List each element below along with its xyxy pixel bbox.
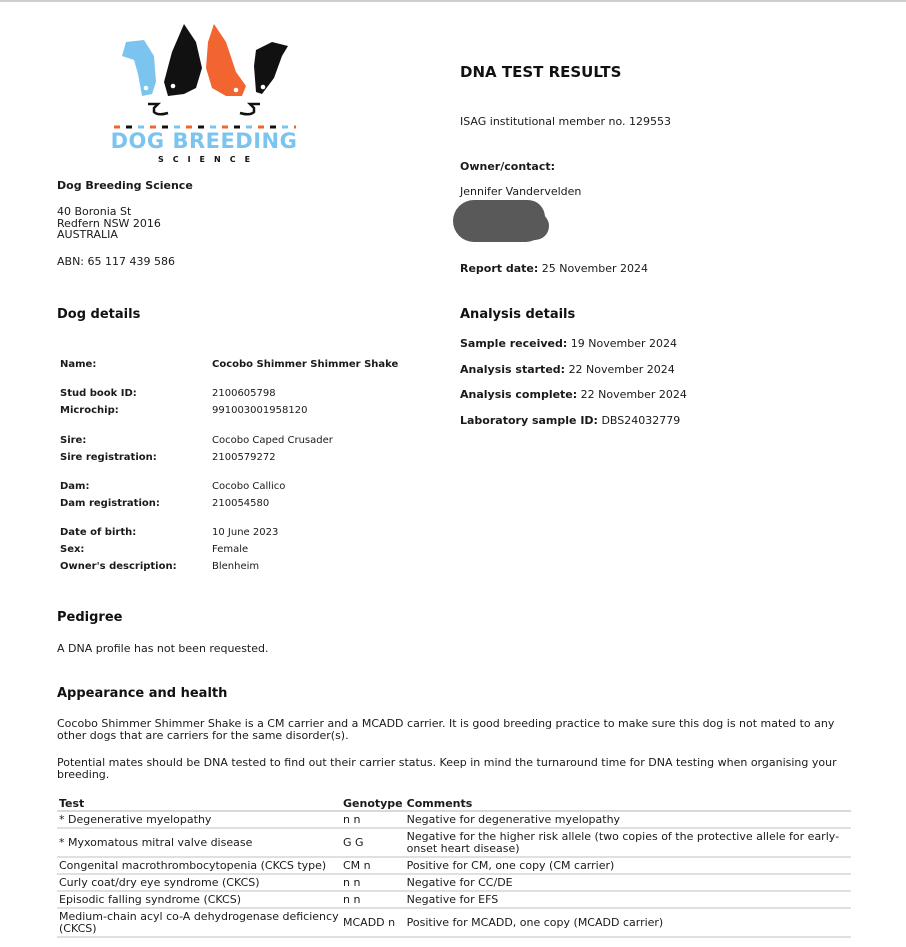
detail-value: Cocobo Shimmer Shimmer Shake <box>212 359 399 370</box>
detail-label: Microchip: <box>60 405 119 416</box>
cell-genotype: G G <box>341 828 405 857</box>
detail-label: Date of birth: <box>60 527 137 538</box>
paragraph-line: Potential mates should be DNA tested to find out their carrier status. Keep in mind the turnaround time for DNA testing when organising your <box>57 756 837 769</box>
appearance-health-heading: Appearance and health <box>57 686 228 701</box>
analysis-value: 19 November 2024 <box>570 337 678 350</box>
cell-genotype: CM n <box>341 857 405 874</box>
cell-comment: Negative for CC/DE <box>405 874 851 891</box>
cell-genotype: MCADD n <box>341 908 405 937</box>
detail-label: Sire registration: <box>60 452 157 463</box>
cell-test: Curly coat/dry eye syndrome (CKCS) <box>57 874 341 891</box>
dog-detail-row <box>60 561 420 573</box>
company-address <box>57 206 397 241</box>
report-date-label: Report date: <box>460 262 539 275</box>
dog-details-heading: Dog details <box>57 307 141 322</box>
dog-detail-row <box>60 359 420 371</box>
analysis-label: Sample received: <box>460 337 568 350</box>
company-abn: ABN: 65 117 439 586 <box>57 254 175 268</box>
analysis-row <box>460 414 860 440</box>
detail-value: 2100605798 <box>212 388 276 399</box>
dog-heads-logo-icon <box>56 12 352 130</box>
company-info <box>57 179 397 269</box>
detail-value: Cocobo Callico <box>212 481 286 492</box>
paragraph-line: other dogs that are carriers for the same disorder(s). <box>57 728 349 742</box>
table-header-row <box>57 796 851 811</box>
test-results-table <box>57 796 851 938</box>
detail-label: Name: <box>60 359 97 370</box>
paragraph-line: breeding. <box>57 767 110 781</box>
table-row <box>57 828 851 857</box>
cell-test: Congenital macrothrombocytopenia (CKCS type) <box>57 857 341 874</box>
address-line: 40 Boronia St <box>57 205 132 218</box>
logo-subtitle: SCIENCE <box>157 155 260 164</box>
table-row <box>57 874 851 891</box>
analysis-value: 22 November 2024 <box>568 362 675 376</box>
company-name: Dog Breeding Science <box>57 179 193 192</box>
mates-advice-paragraph <box>57 757 857 780</box>
address-line: AUSTRALIA <box>57 228 118 241</box>
detail-label: Dam registration: <box>60 498 160 509</box>
table-row <box>57 811 851 828</box>
isag-membership: ISAG institutional member no. 129553 <box>460 115 672 128</box>
analysis-label: Laboratory sample ID: <box>460 413 598 427</box>
detail-value: Cocobo Caped Crusader <box>212 435 333 446</box>
cell-test: Medium-chain acyl co-A dehydrogenase deficiency (CKCS) <box>57 908 341 937</box>
carrier-summary-paragraph <box>57 718 857 741</box>
detail-value: 991003001958120 <box>212 405 308 416</box>
redacted-owner-details <box>453 200 545 242</box>
cell-test: Episodic falling syndrome (CKCS) <box>57 891 341 908</box>
analysis-label: Analysis complete: <box>460 388 578 401</box>
cell-comment: Negative for the higher risk allele (two copies of the protective allele for early-onset heart disease) <box>405 828 851 857</box>
detail-label: Sex: <box>60 544 85 555</box>
dog-detail-row <box>60 452 420 464</box>
analysis-label: Analysis started: <box>460 362 566 376</box>
dog-detail-row <box>60 435 420 447</box>
cell-genotype: n n <box>341 811 405 828</box>
analysis-row <box>460 363 860 389</box>
dog-detail-row <box>60 405 420 417</box>
analysis-details-heading: Analysis details <box>460 307 576 322</box>
cell-comment: Negative for EFS <box>405 891 851 908</box>
detail-value: 10 June 2023 <box>212 527 279 538</box>
report-date-value: 25 November 2024 <box>541 262 649 275</box>
table-row <box>57 857 851 874</box>
owner-contact-label: Owner/contact: <box>460 160 556 173</box>
cell-comment: Negative for degenerative myelopathy <box>405 811 851 828</box>
detail-label: Dam: <box>60 481 90 492</box>
analysis-row <box>460 388 860 414</box>
dog-detail-row <box>60 481 420 493</box>
detail-value: Blenheim <box>212 561 260 572</box>
detail-value: 2100579272 <box>212 452 276 463</box>
detail-value: Female <box>212 544 249 555</box>
owner-name: Jennifer Vandervelden <box>460 185 582 198</box>
header-test: Test <box>57 796 341 811</box>
cell-genotype: n n <box>341 874 405 891</box>
company-logo <box>56 12 352 164</box>
dog-detail-row <box>60 388 420 400</box>
analysis-row <box>460 337 860 363</box>
detail-label: Stud book ID: <box>60 388 137 399</box>
top-border <box>0 0 906 2</box>
cell-test: * Myxomatous mitral valve disease <box>57 828 341 857</box>
analysis-details <box>460 337 860 439</box>
paragraph-line: Cocobo Shimmer Shimmer Shake is a CM carrier and a MCADD carrier. It is good breeding practice to make sure this dog is not mated to any <box>57 717 835 730</box>
logo-wordmark: DOG BREEDING <box>110 129 298 153</box>
cell-genotype: n n <box>341 891 405 908</box>
detail-label: Owner's description: <box>60 561 177 572</box>
pedigree-heading: Pedigree <box>57 610 123 625</box>
cell-comment: Positive for CM, one copy (CM carrier) <box>405 857 851 874</box>
detail-label: Sire: <box>60 435 87 446</box>
header-comments: Comments <box>405 796 851 811</box>
analysis-value: 22 November 2024 <box>580 388 687 401</box>
report-title: DNA TEST RESULTS <box>460 63 622 81</box>
dog-detail-row <box>60 527 420 539</box>
header-genotype: Genotype <box>343 797 403 810</box>
report-date <box>460 262 648 276</box>
table-row <box>57 908 851 937</box>
dog-details-table <box>60 359 420 573</box>
cell-comment: Positive for MCADD, one copy (MCADD carrier) <box>405 908 851 937</box>
detail-value: 210054580 <box>212 498 270 509</box>
cell-test: * Degenerative myelopathy <box>57 811 341 828</box>
dog-detail-row <box>60 498 420 510</box>
address-line: Redfern NSW 2016 <box>57 216 161 230</box>
table-row <box>57 891 851 908</box>
analysis-value: DBS24032779 <box>601 413 681 427</box>
dog-detail-row <box>60 544 420 556</box>
pedigree-text: A DNA profile has not been requested. <box>57 642 269 655</box>
